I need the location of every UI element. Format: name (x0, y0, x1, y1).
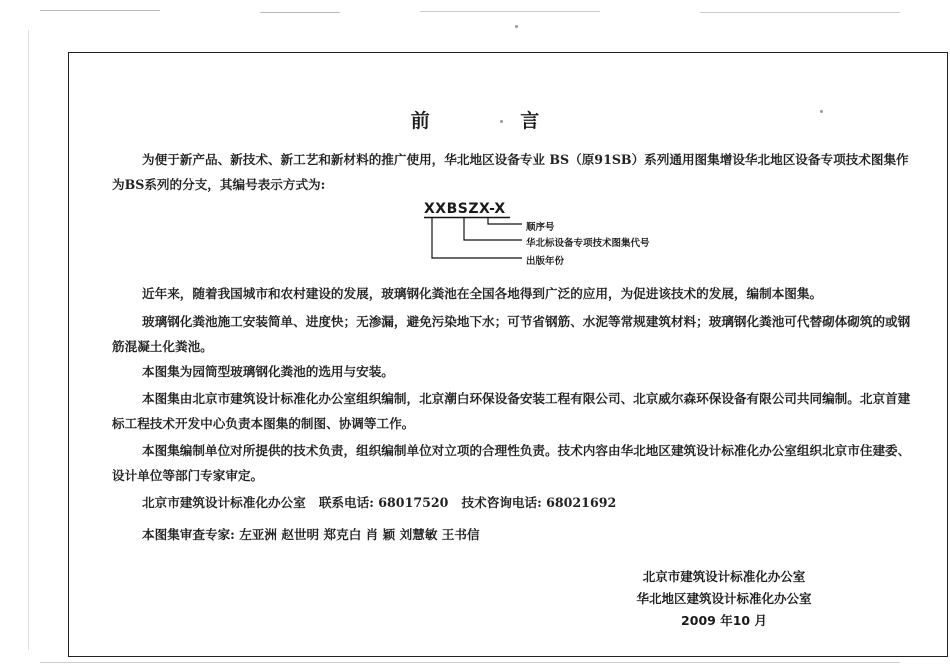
numbering-code: XXBSZX-X (424, 201, 506, 217)
contact-line (112, 490, 920, 515)
signature-org-1: 北京市建筑设计标准化办公室 (642, 569, 806, 584)
scan-artifact-dot (515, 25, 518, 28)
reviewers-text: 本图集审查专家: 左亚洲 赵世明 郑克白 肖 颖 刘慧敏 王书信 (142, 527, 480, 542)
contact-text: 北京市建筑设计标准化办公室 联系电话: 68017520 技术咨询电话: 68021692 (142, 495, 617, 510)
paragraph-text: 近年来，随着我国城市和农村建设的发展，玻璃钢化粪池在全国各地得到广泛的应用，为促进该技术的发展，编制本图集。 (142, 286, 823, 301)
numbering-leader-lines (424, 201, 534, 271)
intro-text: 为便于新产品、新技术、新工艺和新材料的推广使用，华北地区设备专业 BS（原91SB）系列通用图集增设华北地区设备专项技术图集作为BS系列的分支，其编号表示方式为: (112, 152, 909, 192)
paragraph-text: 本图集为园筒型玻璃钢化粪池的选用与安装。 (142, 364, 394, 379)
reviewers-line (112, 522, 920, 547)
scan-artifact-line (40, 10, 160, 11)
leader-sequence (488, 218, 522, 224)
body-paragraph (112, 281, 920, 306)
paragraph-text: 玻璃钢化粪池施工安装简单、进度快；无渗漏，避免污染地下水；可节省钢筋、水泥等常规建筑材料；玻璃钢化粪池可代替砌体砌筑的或钢筋混凝土化粪池。 (112, 314, 911, 354)
label-atlas-code: 华北标设备专项技术图集代号 (526, 238, 650, 249)
scan-artifact-line (260, 12, 340, 13)
signature-block (604, 566, 844, 632)
signature-date: 2009 年10 月 (681, 613, 767, 628)
scan-artifact-line (40, 662, 900, 663)
leader-atlas-code (464, 218, 522, 240)
scan-artifact-line (420, 11, 600, 12)
numbering-diagram (424, 201, 724, 271)
paragraph-text: 本图集由北京市建筑设计标准化办公室组织编制，北京潮白环保设备安装工程有限公司、北京威尔森环保设备有限公司共同编制。北京首建标工程技术开发中心负责本图集的制图、协调等工作。 (112, 391, 911, 431)
paragraph-text: 本图集编制单位对所提供的技术负责，组织编制单位对立项的合理性负责。技术内容由华北地区建筑设计标准化办公室组织北京市住建委、设计单位等部门专家审定。 (112, 443, 911, 483)
body-paragraph (112, 359, 920, 384)
signature-org-2: 华北地区建筑设计标准化办公室 (636, 591, 812, 606)
label-year: 出版年份 (526, 256, 565, 267)
body-paragraph (112, 386, 920, 436)
page-title: 前 言 (410, 110, 582, 132)
scan-artifact-line (700, 12, 900, 13)
body-paragraph (112, 309, 920, 359)
body-paragraph (112, 438, 920, 488)
intro-paragraph (112, 147, 920, 197)
label-sequence: 顺序号 (526, 222, 555, 233)
